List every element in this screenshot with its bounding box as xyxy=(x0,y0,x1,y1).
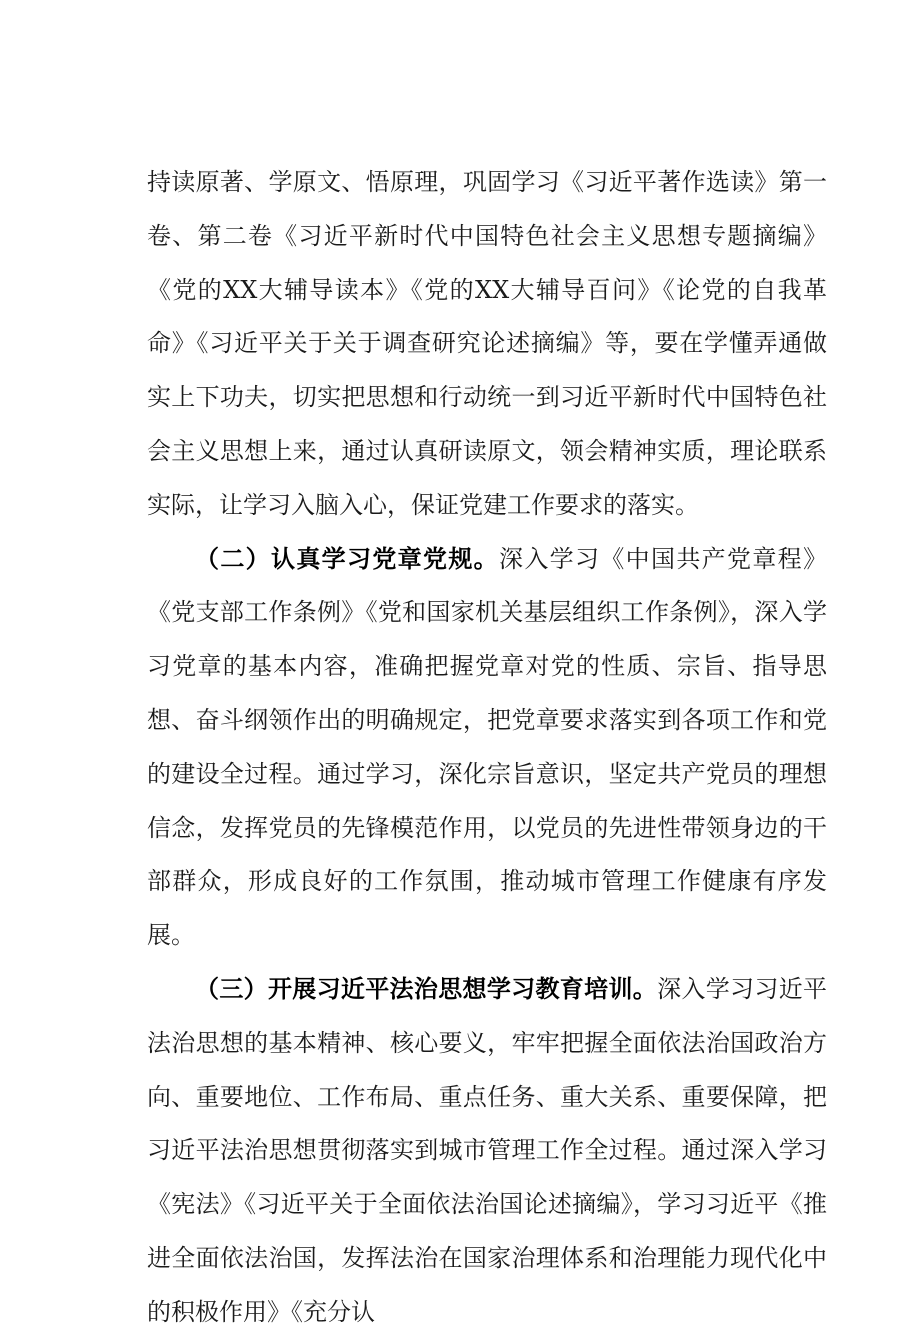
paragraph-text: 深入学习习近平法治思想的基本精神、核心要义，牢牢把握全面依法治国政治方向、重要地位、工作布局、重点任务、重大关系、重要保障，把习近平法治思想贯彻落实到城市管理工作全过程。通过深入学习《宪法》《习近平关于全面依法治国论述摘编》，学习习近平《推进全面依法治国，发挥法治在国家治理体系和治理能力现代化中的积极作用》《充分认 xyxy=(147,974,828,1326)
paragraph-rule-of-law xyxy=(147,963,827,1340)
section-heading: （三）开展习近平法治思想学习教育培训。 xyxy=(195,974,658,1003)
section-heading: （二）认真学习党章党规。 xyxy=(195,544,499,573)
document-body xyxy=(147,156,827,1340)
paragraph-text: 深入学习《中国共产党章程》《党支部工作条例》《党和国家机关基层组织工作条例》，深入学习党章的基本内容，准确把握党章对党的性质、宗旨、指导思想、奋斗纲领作出的明确规定，把党章要求落实到各项工作和党的建设全过程。通过学习，深化宗旨意识，坚定共产党员的理想信念，发挥党员的先锋模范作用，以党员的先进性带领身边的干部群众，形成良好的工作氛围，推动城市管理工作健康有序发展。 xyxy=(147,544,827,950)
paragraph-continuation xyxy=(147,156,827,533)
paragraph-party-constitution xyxy=(147,533,827,963)
paragraph-text: 持读原著、学原文、悟原理，巩固学习《习近平著作选读》第一卷、第二卷《习近平新时代中国特色社会主义思想专题摘编》《党的XX大辅导读本》《党的XX大辅导百问》《论党的自我革命》《习近平关于关于调查研究论述摘编》等，要在学懂弄通做实上下功夫，切实把思想和行动统一到习近平新时代中国特色社会主义思想上来，通过认真研读原文，领会精神实质，理论联系实际，让学习入脑入心，保证党建工作要求的落实。 xyxy=(147,168,827,519)
